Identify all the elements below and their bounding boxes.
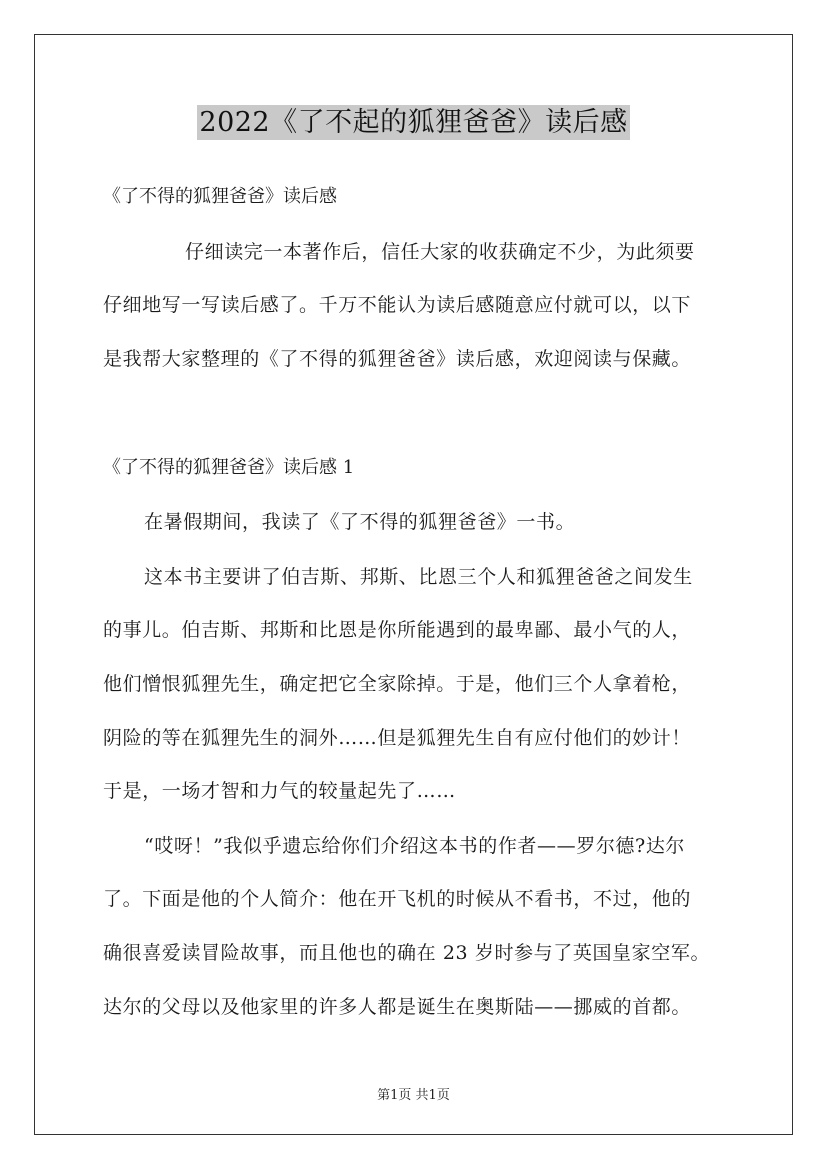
body-line: 了。下面是他的个人简介：他在开飞机的时候从不看书，不过，他的 (103, 888, 692, 910)
document-subtitle: 《了不得的狐狸爸爸》读后感 (103, 186, 337, 207)
page-footer: 第1页 共1页 (377, 1088, 450, 1103)
body-line: 于是，一场才智和力气的较量起先了…… (103, 780, 456, 802)
body-line: 他们憎恨狐狸先生，确定把它全家除掉。于是，他们三个人拿着枪， (103, 673, 692, 695)
title-text: 2022《了不起的狐狸爸爸》读后感 (199, 107, 628, 138)
body-line: 在暑假期间，我读了《了不得的狐狸爸爸》一书。 (144, 511, 576, 533)
body-line: 阴险的等在狐狸先生的洞外……但是狐狸先生自有应付他们的妙计！ (103, 727, 692, 749)
body-line: 确很喜爱读冒险故事，而且他也的确在 23 岁时参与了英国皇家空军。 (103, 942, 711, 964)
document-title (0, 100, 827, 139)
body-line: “哎呀！”我似乎遗忘给你们介绍这本书的作者——罗尔德?达尔 (144, 835, 686, 857)
section-heading: 《了不得的狐狸爸爸》读后感 1 (103, 457, 355, 478)
intro-line: 仔细读完一本著作后，信任大家的收获确定不少，为此须要 (185, 241, 695, 263)
intro-line: 仔细地写一写读后感了。千万不能认为读后感随意应付就可以，以下 (103, 294, 692, 316)
intro-line: 是我帮大家整理的《了不得的狐狸爸爸》读后感，欢迎阅读与保藏。 (103, 348, 692, 370)
body-line: 这本书主要讲了伯吉斯、邦斯、比恩三个人和狐狸爸爸之间发生 (144, 566, 693, 588)
body-line: 达尔的父母以及他家里的许多人都是诞生在奥斯陆——挪威的首都。 (103, 996, 692, 1018)
body-line: 的事儿。伯吉斯、邦斯和比恩是你所能遇到的最卑鄙、最小气的人， (103, 619, 692, 641)
